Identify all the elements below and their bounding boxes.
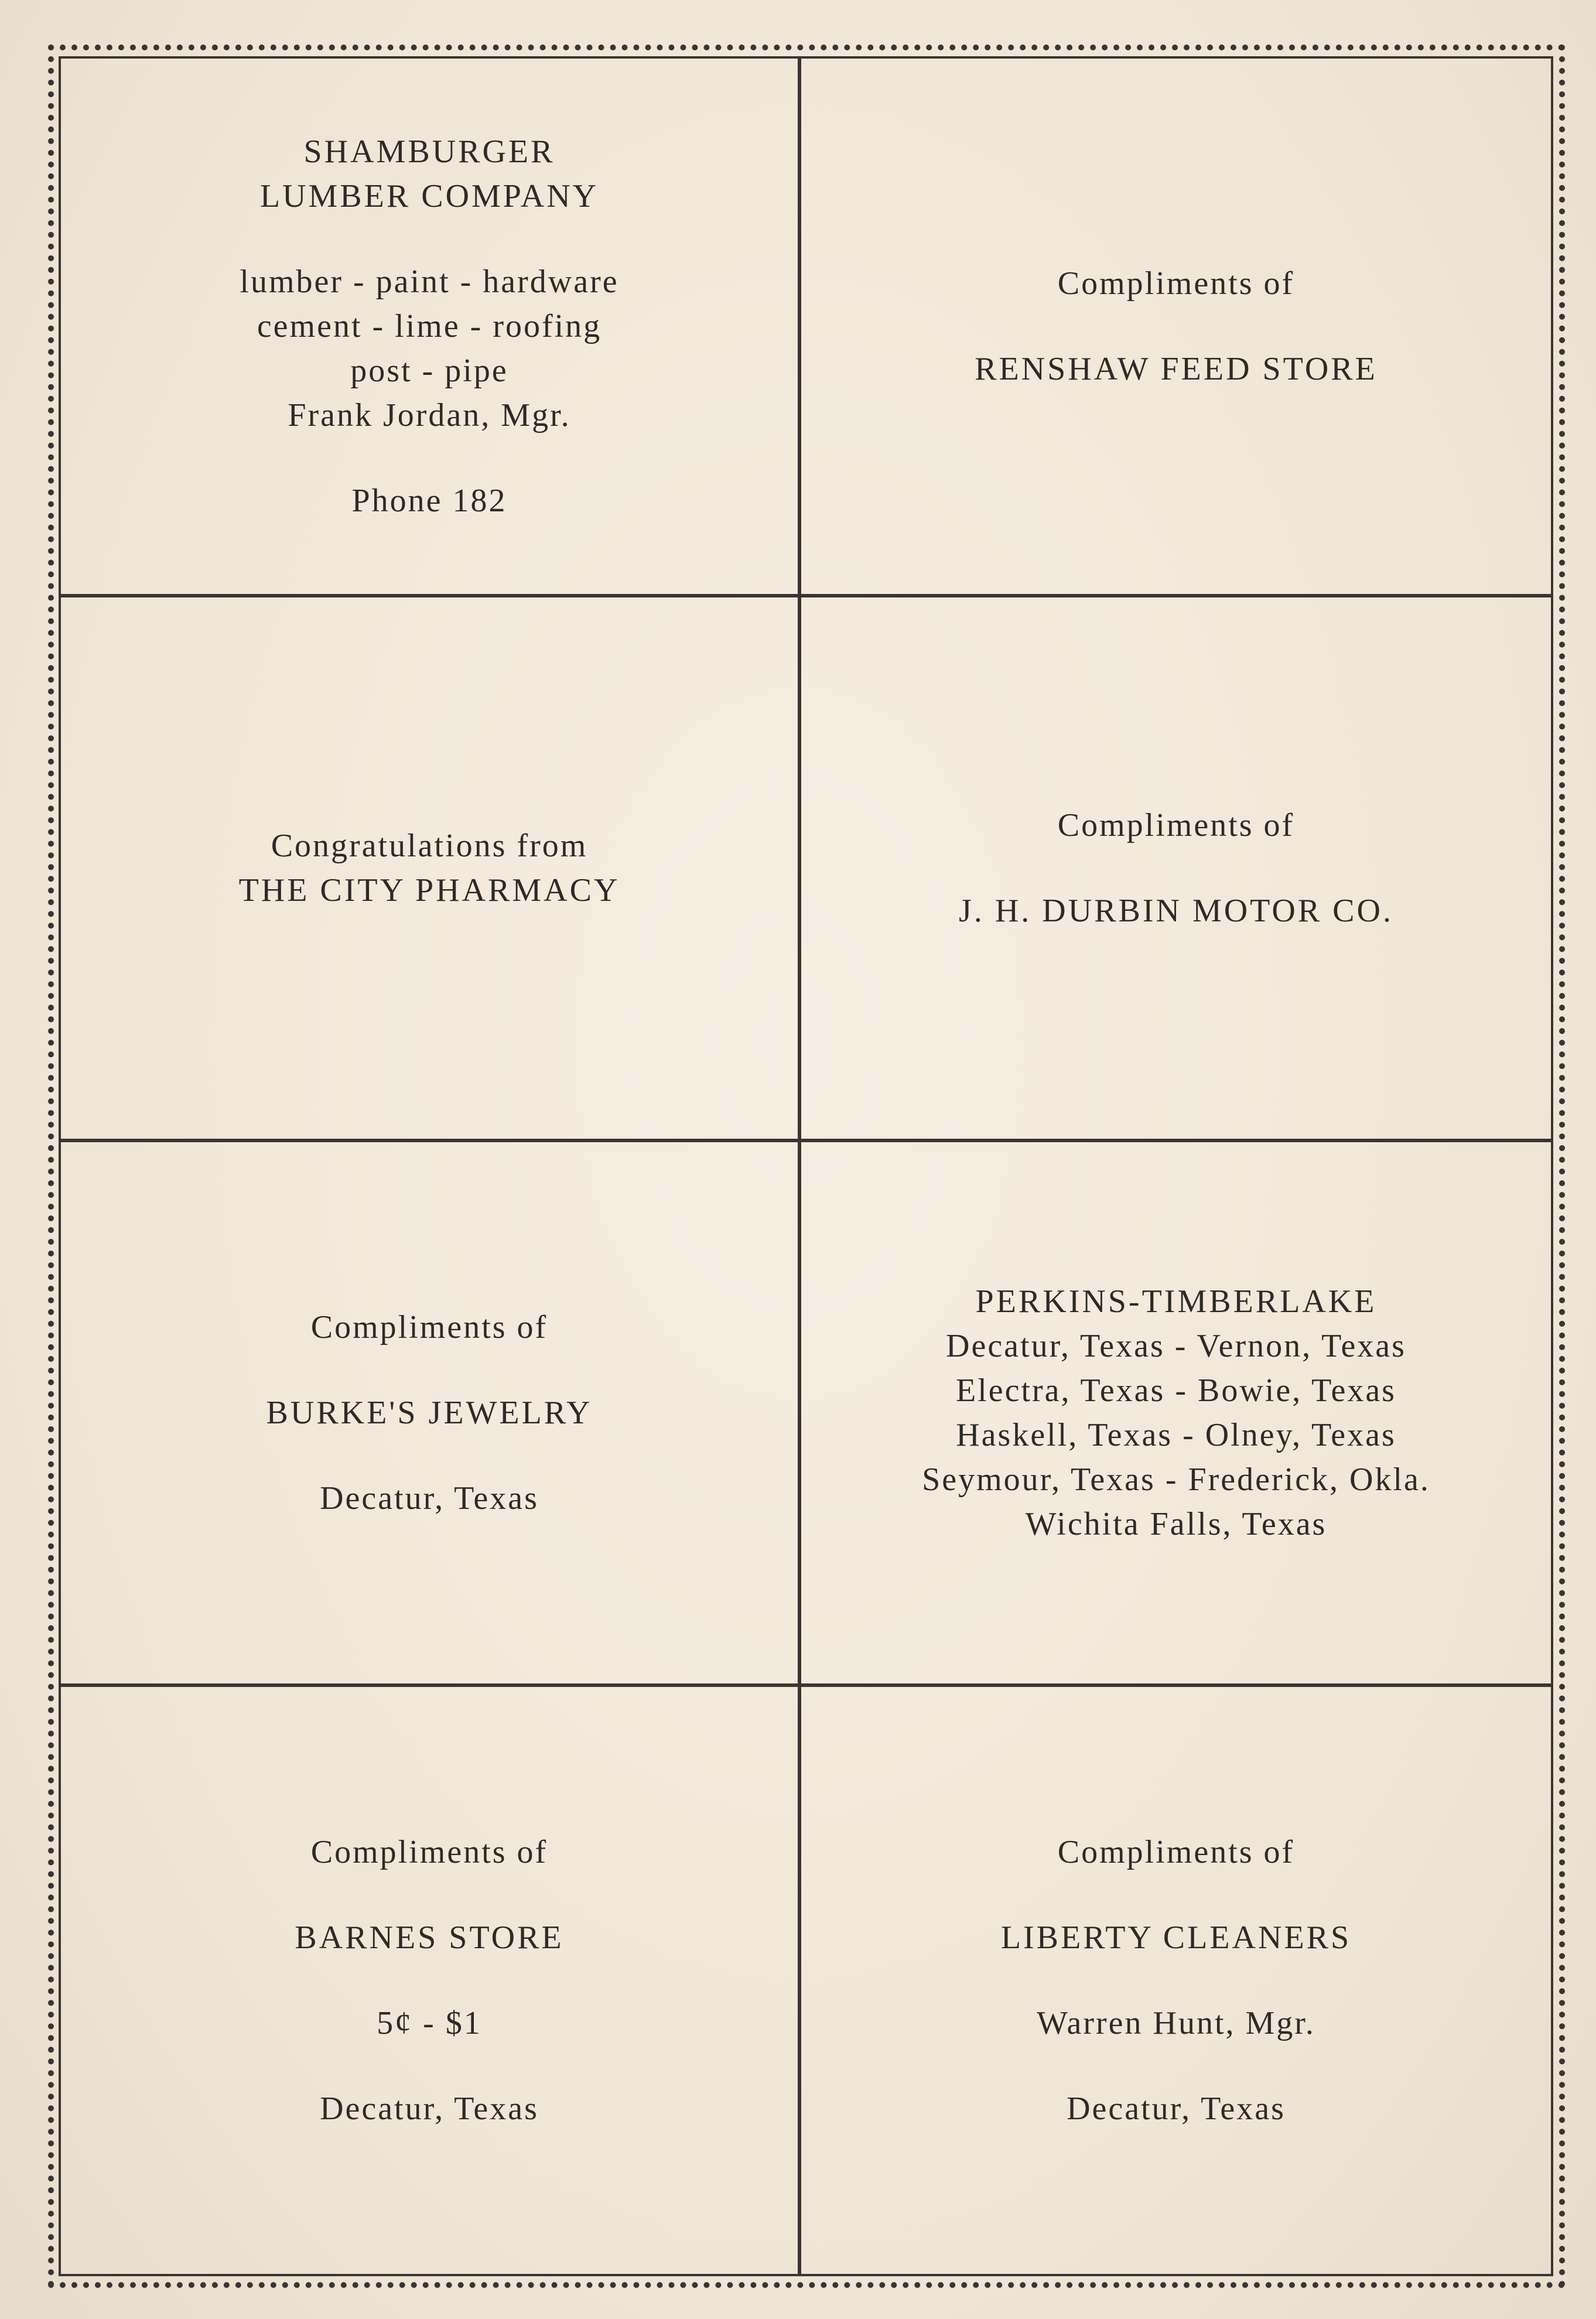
ad-location: Decatur, Texas [320, 2091, 539, 2127]
ad-location: Haskell, Texas - Olney, Texas [956, 1417, 1396, 1453]
ad-products: lumber - paint - hardware [240, 264, 619, 300]
ad-intro: Compliments of [310, 1834, 548, 1870]
ad-phone: Phone 182 [351, 483, 507, 519]
ad-liberty-cleaners [801, 1687, 1551, 2274]
ad-price: 5¢ - $1 [377, 2005, 482, 2041]
ad-name: LUMBER COMPANY [259, 178, 599, 214]
ad-intro: Compliments of [1057, 265, 1295, 302]
ad-manager: Warren Hunt, Mgr. [1037, 2005, 1315, 2041]
ad-intro: Compliments of [310, 1309, 548, 1345]
ad-location: Electra, Texas - Bowie, Texas [956, 1372, 1396, 1409]
ad-location: Decatur, Texas - Vernon, Texas [946, 1328, 1406, 1364]
ad-durbin-motor [801, 597, 1551, 1142]
ad-name: J. H. DURBIN MOTOR CO. [959, 893, 1393, 929]
ad-perkins-timberlake [801, 1142, 1551, 1687]
ad-products: cement - lime - roofing [257, 308, 602, 344]
ad-burkes-jewelry [61, 1142, 801, 1687]
ad-barnes-store [61, 1687, 801, 2274]
ad-intro: Congratulations from [271, 828, 588, 864]
ad-location: Decatur, Texas [320, 1480, 539, 1517]
ad-products: post - pipe [350, 353, 508, 389]
ad-name: LIBERTY CLEANERS [1000, 1920, 1352, 1956]
ad-shamburger-lumber [61, 59, 801, 597]
ad-city-pharmacy [61, 597, 801, 1142]
ad-location: Seymour, Texas - Frederick, Okla. [922, 1461, 1430, 1498]
ad-name: SHAMBURGER [303, 134, 555, 170]
ad-name: RENSHAW FEED STORE [975, 351, 1378, 387]
ad-intro: Compliments of [1057, 807, 1295, 843]
ad-name: BARNES STORE [295, 1920, 564, 1956]
ad-name: THE CITY PHARMACY [238, 872, 620, 909]
ad-renshaw-feed-store [801, 59, 1551, 597]
ad-location: Wichita Falls, Texas [1025, 1506, 1327, 1542]
ad-manager: Frank Jordan, Mgr. [288, 397, 571, 433]
ad-grid [61, 59, 1551, 2274]
ad-intro: Compliments of [1057, 1834, 1295, 1870]
ad-name: BURKE'S JEWELRY [266, 1395, 593, 1431]
ad-location: Decatur, Texas [1067, 2091, 1286, 2127]
ad-name: PERKINS-TIMBERLAKE [975, 1283, 1377, 1320]
